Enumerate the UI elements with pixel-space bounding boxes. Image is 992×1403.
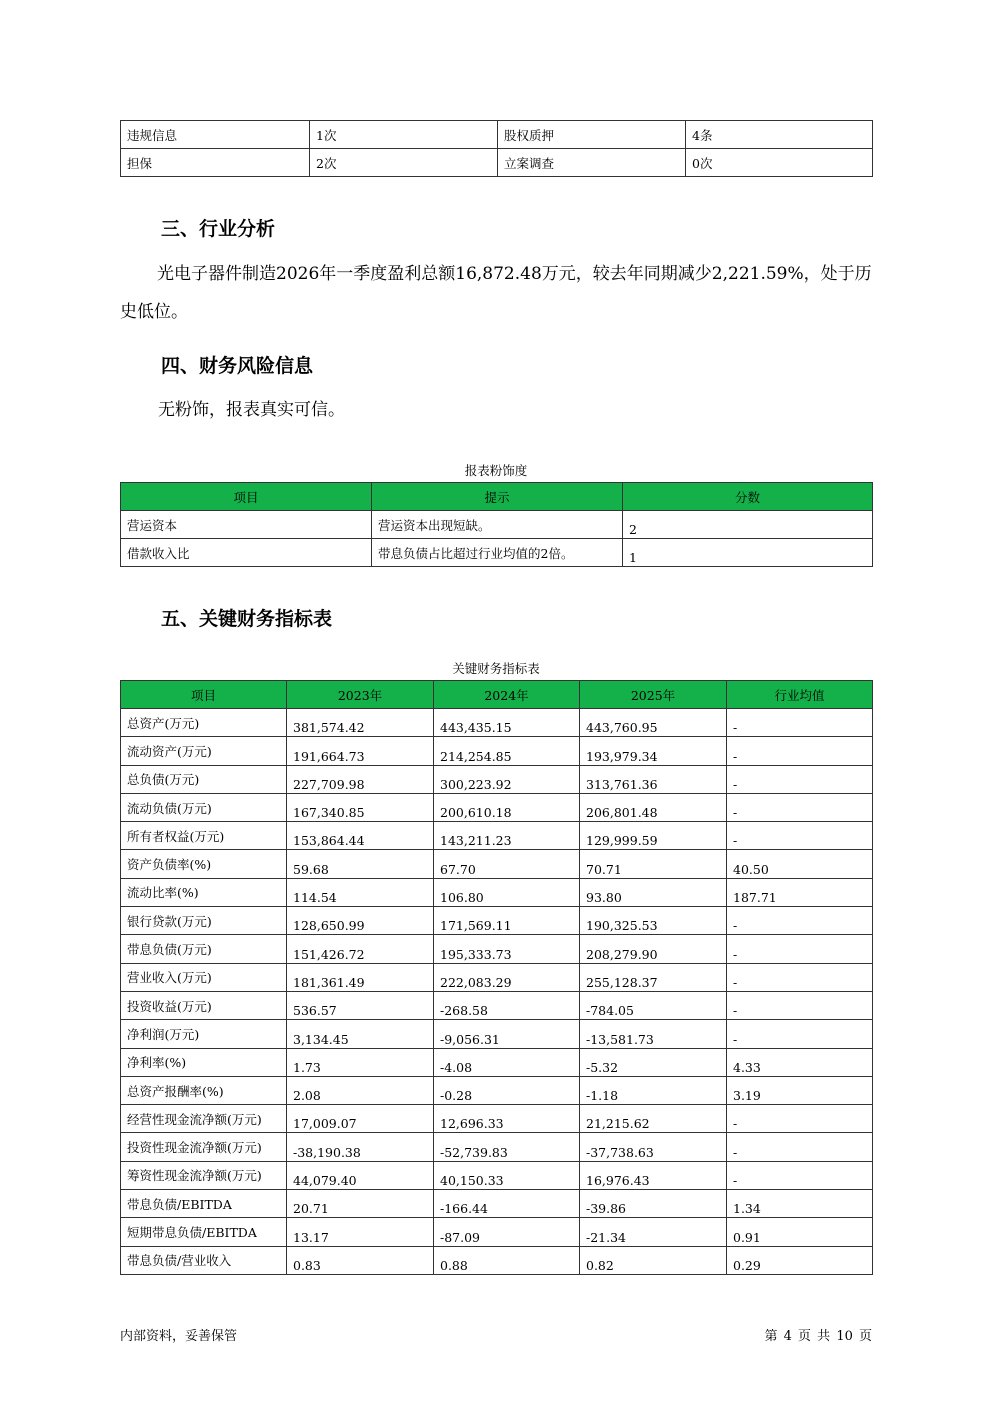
row-value: 1.34 [727,1190,873,1218]
table-row [121,1246,873,1274]
table-row [121,822,873,850]
table-row [121,121,873,149]
row-label: 立案调查 [498,149,686,177]
row-value: 1.73 [287,1048,434,1076]
row-value: 0次 [686,149,873,177]
row-value: 255,128.37 [580,963,727,991]
table-row [121,511,873,539]
table-row [121,1190,873,1218]
row-label: 营业收入(万元) [121,963,287,991]
table-row [121,1048,873,1076]
column-header: 2024年 [434,681,580,709]
section5-title: 五、关键财务指标表 [161,608,333,630]
footer-page-number: 第 4 页 共 10 页 [764,1329,872,1344]
row-value: - [727,907,873,935]
row-value: -21.34 [580,1218,727,1246]
row-value: 443,435.15 [434,709,580,737]
row-value: - [727,1020,873,1048]
row-value: - [727,822,873,850]
row-value: 40.50 [727,850,873,878]
row-value: 59.68 [287,850,434,878]
row-value: 143,211.23 [434,822,580,850]
row-value: -13,581.73 [580,1020,727,1048]
row-value: 67.70 [434,850,580,878]
row-value: 151,426.72 [287,935,434,963]
section4-title: 四、财务风险信息 [161,355,314,377]
row-value: - [727,935,873,963]
table-row [121,1020,873,1048]
column-header: 项目 [121,681,287,709]
row-value: 20.71 [287,1190,434,1218]
row-value: 187.71 [727,878,873,906]
row-value: 128,650.99 [287,907,434,935]
row-value: 70.71 [580,850,727,878]
table-row [121,991,873,1019]
row-label: 流动资产(万元) [121,737,287,765]
row-value: 222,083.29 [434,963,580,991]
row-value: 0.83 [287,1246,434,1274]
row-value: - [727,1133,873,1161]
row-label: 银行贷款(万元) [121,907,287,935]
row-value: 214,254.85 [434,737,580,765]
row-value: -166.44 [434,1190,580,1218]
row-value: 195,333.73 [434,935,580,963]
row-label: 资产负债率(%) [121,850,287,878]
row-value: 93.80 [580,878,727,906]
column-header: 项目 [121,483,372,511]
row-label: 流动负债(万元) [121,793,287,821]
row-value: 44,079.40 [287,1161,434,1189]
row-value: 3.19 [727,1076,873,1104]
row-value: 129,999.59 [580,822,727,850]
row-value: -52,739.83 [434,1133,580,1161]
row-value: -87.09 [434,1218,580,1246]
row-label: 担保 [121,149,310,177]
table-row [121,907,873,935]
row-value: 443,760.95 [580,709,727,737]
row-value: -5.32 [580,1048,727,1076]
row-value: - [727,991,873,1019]
row-value: 21,215.62 [580,1105,727,1133]
row-value: -39.86 [580,1190,727,1218]
column-header: 分数 [623,483,873,511]
row-value: 536.57 [287,991,434,1019]
row-label: 流动比率(%) [121,878,287,906]
row-value: - [727,1105,873,1133]
column-header: 2023年 [287,681,434,709]
row-value: - [727,765,873,793]
table-row [121,963,873,991]
row-value: 206,801.48 [580,793,727,821]
row-value: 16,976.43 [580,1161,727,1189]
row-value: 0.91 [727,1218,873,1246]
row-label: 带息负债(万元) [121,935,287,963]
row-label: 筹资性现金流净额(万元) [121,1161,287,1189]
row-value: 3,134.45 [287,1020,434,1048]
section3-text-line1: 光电子器件制造2026年一季度盈利总额16,872.48万元，较去年同期减少2,221.59%，处于历 [157,264,872,284]
row-value: 13.17 [287,1218,434,1246]
row-value: -4.08 [434,1048,580,1076]
row-value: 114.54 [287,878,434,906]
row-hint: 营运资本出现短缺。 [372,511,623,539]
row-value: 106.80 [434,878,580,906]
footer-confidential: 内部资料，妥善保管 [120,1329,238,1344]
key-financial-table [120,680,873,1275]
table-row [121,1133,873,1161]
section4-text: 无粉饰，报表真实可信。 [158,400,345,420]
row-label: 营运资本 [121,511,372,539]
row-label: 短期带息负债/EBITDA [121,1218,287,1246]
row-score: 2 [623,511,873,539]
row-label: 所有者权益(万元) [121,822,287,850]
row-label: 违规信息 [121,121,310,149]
row-value: 2次 [310,149,498,177]
row-value: 17,009.07 [287,1105,434,1133]
section3-title: 三、行业分析 [161,218,276,240]
table-row [121,935,873,963]
row-label: 总资产报酬率(%) [121,1076,287,1104]
column-header: 2025年 [580,681,727,709]
row-value: 2.08 [287,1076,434,1104]
row-value: 153,864.44 [287,822,434,850]
row-value: -784.05 [580,991,727,1019]
row-label: 投资性现金流净额(万元) [121,1133,287,1161]
row-label: 经营性现金流净额(万元) [121,1105,287,1133]
row-value: - [727,963,873,991]
row-value: -38,190.38 [287,1133,434,1161]
row-label: 净利率(%) [121,1048,287,1076]
row-value: 4.33 [727,1048,873,1076]
row-value: 1次 [310,121,498,149]
row-value: 313,761.36 [580,765,727,793]
row-label: 带息负债/EBITDA [121,1190,287,1218]
row-label: 总负债(万元) [121,765,287,793]
row-value: - [727,709,873,737]
table-row [121,1218,873,1246]
row-label: 股权质押 [498,121,686,149]
risk-info-table [120,120,873,177]
row-value: 4条 [686,121,873,149]
row-value: - [727,793,873,821]
row-value: 193,979.34 [580,737,727,765]
row-score: 1 [623,539,873,567]
table-row [121,149,873,177]
row-value: -0.28 [434,1076,580,1104]
row-value: 381,574.42 [287,709,434,737]
row-value: 208,279.90 [580,935,727,963]
row-value: 181,361.49 [287,963,434,991]
row-label: 总资产(万元) [121,709,287,737]
row-value: 40,150.33 [434,1161,580,1189]
column-header: 提示 [372,483,623,511]
row-hint: 带息负债占比超过行业均值的2倍。 [372,539,623,567]
row-value: -37,738.63 [580,1133,727,1161]
column-header: 行业均值 [727,681,873,709]
row-value: 0.82 [580,1246,727,1274]
row-label: 净利润(万元) [121,1020,287,1048]
row-value: 0.29 [727,1246,873,1274]
row-value: -1.18 [580,1076,727,1104]
table-row [121,878,873,906]
table-row [121,1161,873,1189]
whitewash-table-caption: 报表粉饰度 [464,463,528,478]
table-row [121,850,873,878]
row-value: 191,664.73 [287,737,434,765]
row-value: 300,223.92 [434,765,580,793]
row-value: 167,340.85 [287,793,434,821]
key-table-caption: 关键财务指标表 [452,661,540,676]
table-row [121,709,873,737]
row-value: - [727,737,873,765]
row-label: 投资收益(万元) [121,991,287,1019]
row-value: 227,709.98 [287,765,434,793]
table-row [121,539,873,567]
whitewash-table [120,482,873,567]
row-value: 200,610.18 [434,793,580,821]
table-row [121,793,873,821]
row-value: -9,056.31 [434,1020,580,1048]
row-value: 190,325.53 [580,907,727,935]
row-value: 0.88 [434,1246,580,1274]
table-row [121,765,873,793]
section3-text-line2: 史低位。 [120,302,188,322]
table-row [121,1105,873,1133]
row-value: -268.58 [434,991,580,1019]
table-row [121,737,873,765]
table-row [121,1076,873,1104]
row-value: - [727,1161,873,1189]
row-label: 带息负债/营业收入 [121,1246,287,1274]
row-value: 12,696.33 [434,1105,580,1133]
row-label: 借款收入比 [121,539,372,567]
row-value: 171,569.11 [434,907,580,935]
